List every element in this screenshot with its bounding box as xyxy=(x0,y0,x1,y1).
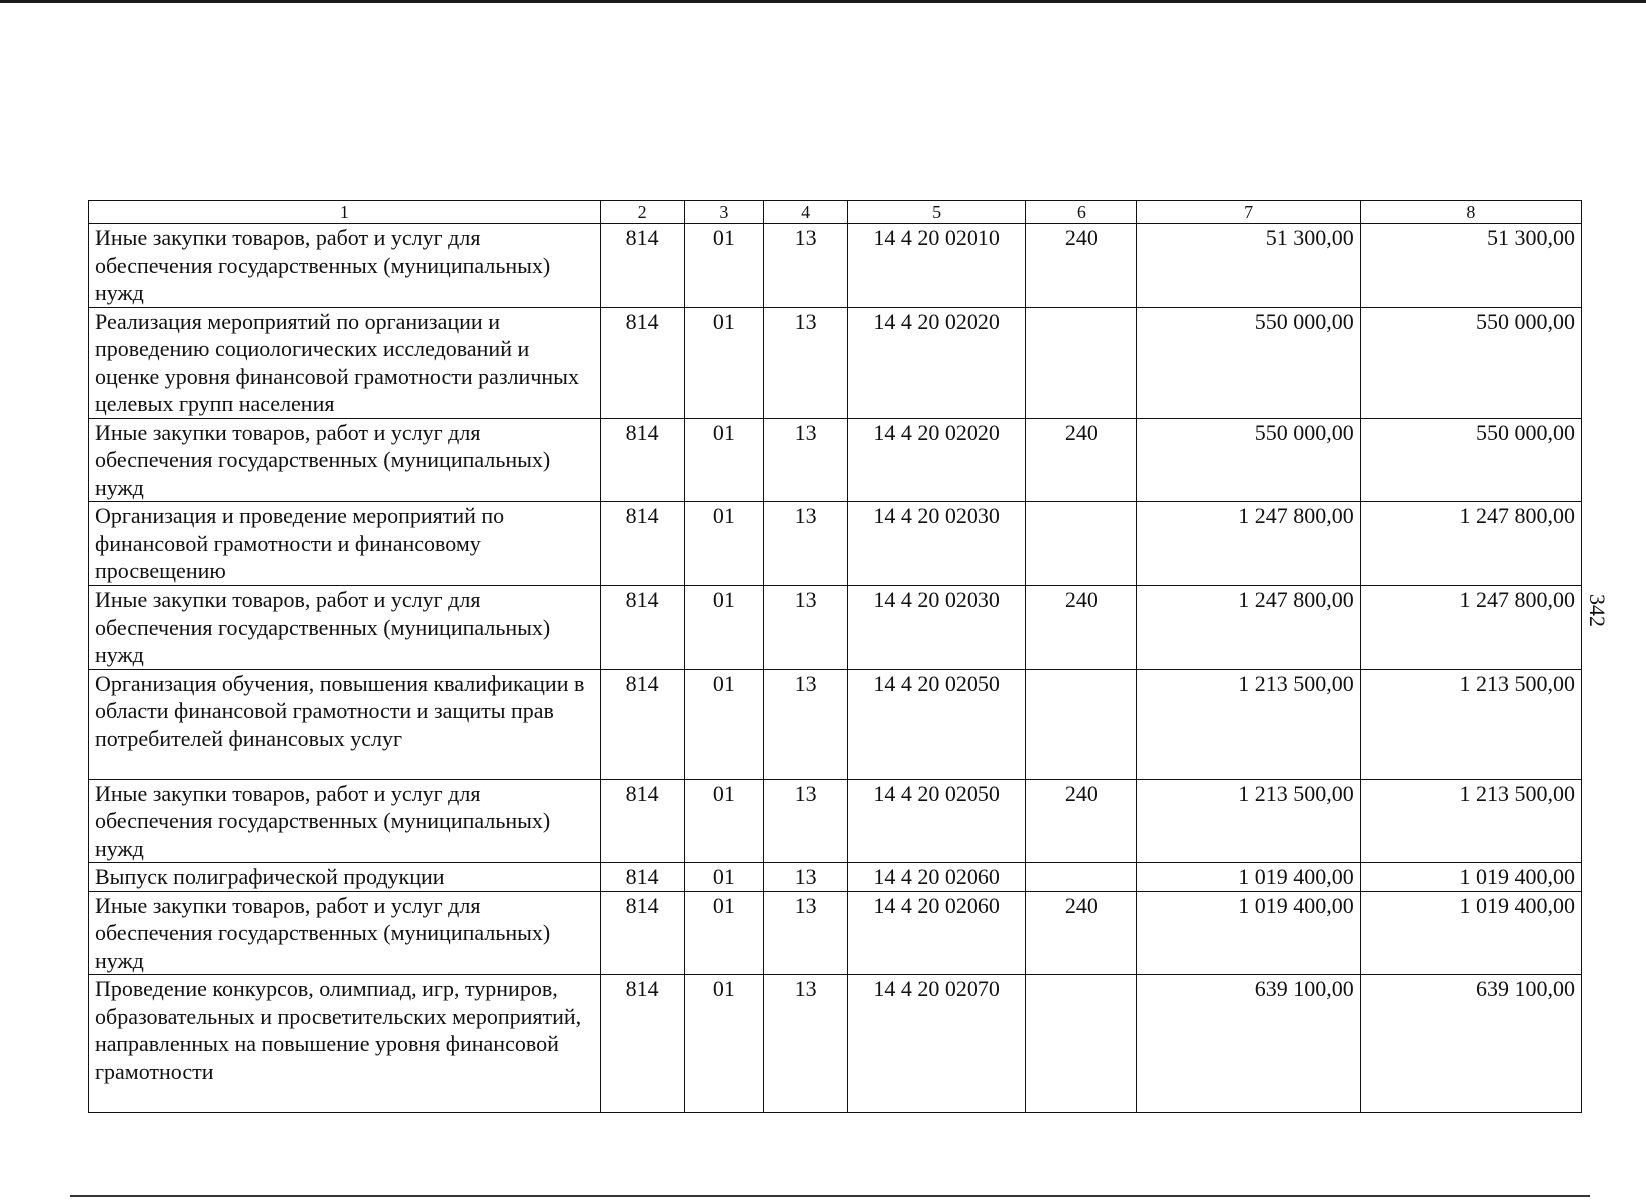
row-amount-2: 550 000,00 xyxy=(1360,418,1581,502)
row-expense-type xyxy=(1026,863,1137,892)
row-section: 01 xyxy=(684,586,764,670)
row-target-code: 14 4 20 02010 xyxy=(848,224,1026,308)
row-amount-1: 51 300,00 xyxy=(1137,224,1360,308)
col-header-8: 8 xyxy=(1360,201,1581,224)
row-section: 01 xyxy=(684,863,764,892)
row-amount-2: 1 247 800,00 xyxy=(1360,502,1581,586)
row-target-code: 14 4 20 02030 xyxy=(848,502,1026,586)
row-name: Иные закупки товаров, работ и услуг для обеспечения государственных (муниципальных) нужд xyxy=(89,418,601,502)
scan-edge-bottom xyxy=(70,1195,1590,1197)
row-section: 01 xyxy=(684,224,764,308)
row-grbs: 814 xyxy=(600,586,684,670)
row-amount-1: 1 019 400,00 xyxy=(1137,863,1360,892)
row-amount-1: 550 000,00 xyxy=(1137,307,1360,418)
row-expense-type xyxy=(1026,502,1137,586)
row-name: Иные закупки товаров, работ и услуг для обеспечения государственных (муниципальных) нужд xyxy=(89,224,601,308)
row-expense-type: 240 xyxy=(1026,779,1137,863)
row-target-code: 14 4 20 02060 xyxy=(848,863,1026,892)
row-target-code: 14 4 20 02020 xyxy=(848,418,1026,502)
col-header-1: 1 xyxy=(89,201,601,224)
row-subsection: 13 xyxy=(764,779,848,863)
row-expense-type xyxy=(1026,975,1137,1113)
col-header-4: 4 xyxy=(764,201,848,224)
col-header-6: 6 xyxy=(1026,201,1137,224)
row-subsection: 13 xyxy=(764,975,848,1113)
scan-edge-top xyxy=(0,0,1646,3)
row-target-code: 14 4 20 02060 xyxy=(848,891,1026,975)
col-header-5: 5 xyxy=(848,201,1026,224)
row-target-code: 14 4 20 02050 xyxy=(848,669,1026,779)
row-expense-type: 240 xyxy=(1026,586,1137,670)
row-subsection: 13 xyxy=(764,224,848,308)
table-row xyxy=(89,891,1582,975)
row-grbs: 814 xyxy=(600,863,684,892)
row-section: 01 xyxy=(684,891,764,975)
table-row xyxy=(89,669,1582,779)
row-name: Организация и проведение мероприятий по финансовой грамотности и финансовому просвещению xyxy=(89,502,601,586)
row-grbs: 814 xyxy=(600,502,684,586)
table-row xyxy=(89,975,1582,1113)
row-grbs: 814 xyxy=(600,307,684,418)
row-section: 01 xyxy=(684,975,764,1113)
row-name: Иные закупки товаров, работ и услуг для обеспечения государственных (муниципальных) нужд xyxy=(89,891,601,975)
table-row xyxy=(89,586,1582,670)
row-subsection: 13 xyxy=(764,669,848,779)
row-subsection: 13 xyxy=(764,586,848,670)
row-expense-type xyxy=(1026,307,1137,418)
row-target-code: 14 4 20 02020 xyxy=(848,307,1026,418)
table-row xyxy=(89,418,1582,502)
row-subsection: 13 xyxy=(764,502,848,586)
row-amount-1: 639 100,00 xyxy=(1137,975,1360,1113)
row-grbs: 814 xyxy=(600,975,684,1113)
col-header-2: 2 xyxy=(600,201,684,224)
row-amount-2: 550 000,00 xyxy=(1360,307,1581,418)
table-row xyxy=(89,502,1582,586)
row-expense-type: 240 xyxy=(1026,891,1137,975)
row-name: Иные закупки товаров, работ и услуг для обеспечения государственных (муниципальных) нужд xyxy=(89,779,601,863)
row-amount-1: 550 000,00 xyxy=(1137,418,1360,502)
row-grbs: 814 xyxy=(600,418,684,502)
row-section: 01 xyxy=(684,418,764,502)
row-target-code: 14 4 20 02030 xyxy=(848,586,1026,670)
row-section: 01 xyxy=(684,779,764,863)
row-target-code: 14 4 20 02050 xyxy=(848,779,1026,863)
row-amount-1: 1 247 800,00 xyxy=(1137,586,1360,670)
row-subsection: 13 xyxy=(764,418,848,502)
row-amount-2: 1 019 400,00 xyxy=(1360,863,1581,892)
row-section: 01 xyxy=(684,307,764,418)
row-amount-2: 1 213 500,00 xyxy=(1360,779,1581,863)
row-amount-1: 1 019 400,00 xyxy=(1137,891,1360,975)
row-name: Организация обучения, повышения квалификации в области финансовой грамотности и защиты прав потребителей финансовых услуг xyxy=(89,669,601,779)
row-subsection: 13 xyxy=(764,307,848,418)
row-subsection: 13 xyxy=(764,863,848,892)
row-grbs: 814 xyxy=(600,224,684,308)
row-section: 01 xyxy=(684,502,764,586)
row-section: 01 xyxy=(684,669,764,779)
table-row xyxy=(89,779,1582,863)
table-row xyxy=(89,863,1582,892)
budget-table xyxy=(88,200,1582,1113)
row-expense-type xyxy=(1026,669,1137,779)
row-amount-1: 1 213 500,00 xyxy=(1137,779,1360,863)
row-target-code: 14 4 20 02070 xyxy=(848,975,1026,1113)
row-expense-type: 240 xyxy=(1026,224,1137,308)
page-number: 342 xyxy=(1585,594,1610,627)
row-name: Реализация мероприятий по организации и проведению социологических исследований и оценке уровня финансовой грамотности различных целевых групп населения xyxy=(89,307,601,418)
col-header-7: 7 xyxy=(1137,201,1360,224)
col-header-3: 3 xyxy=(684,201,764,224)
row-amount-2: 639 100,00 xyxy=(1360,975,1581,1113)
row-amount-2: 1 019 400,00 xyxy=(1360,891,1581,975)
row-name: Иные закупки товаров, работ и услуг для обеспечения государственных (муниципальных) нужд xyxy=(89,586,601,670)
row-name: Выпуск полиграфической продукции xyxy=(89,863,601,892)
row-grbs: 814 xyxy=(600,779,684,863)
row-amount-1: 1 213 500,00 xyxy=(1137,669,1360,779)
table-row xyxy=(89,224,1582,308)
column-number-row xyxy=(89,201,1582,224)
row-grbs: 814 xyxy=(600,891,684,975)
row-name: Проведение конкурсов, олимпиад, игр, турниров, образовательных и просветительских мероприятий, направленных на повышение уровня финансовой грамотности xyxy=(89,975,601,1113)
row-grbs: 814 xyxy=(600,669,684,779)
row-amount-2: 1 213 500,00 xyxy=(1360,669,1581,779)
row-amount-1: 1 247 800,00 xyxy=(1137,502,1360,586)
row-subsection: 13 xyxy=(764,891,848,975)
row-expense-type: 240 xyxy=(1026,418,1137,502)
row-amount-2: 1 247 800,00 xyxy=(1360,586,1581,670)
row-amount-2: 51 300,00 xyxy=(1360,224,1581,308)
table-row xyxy=(89,307,1582,418)
